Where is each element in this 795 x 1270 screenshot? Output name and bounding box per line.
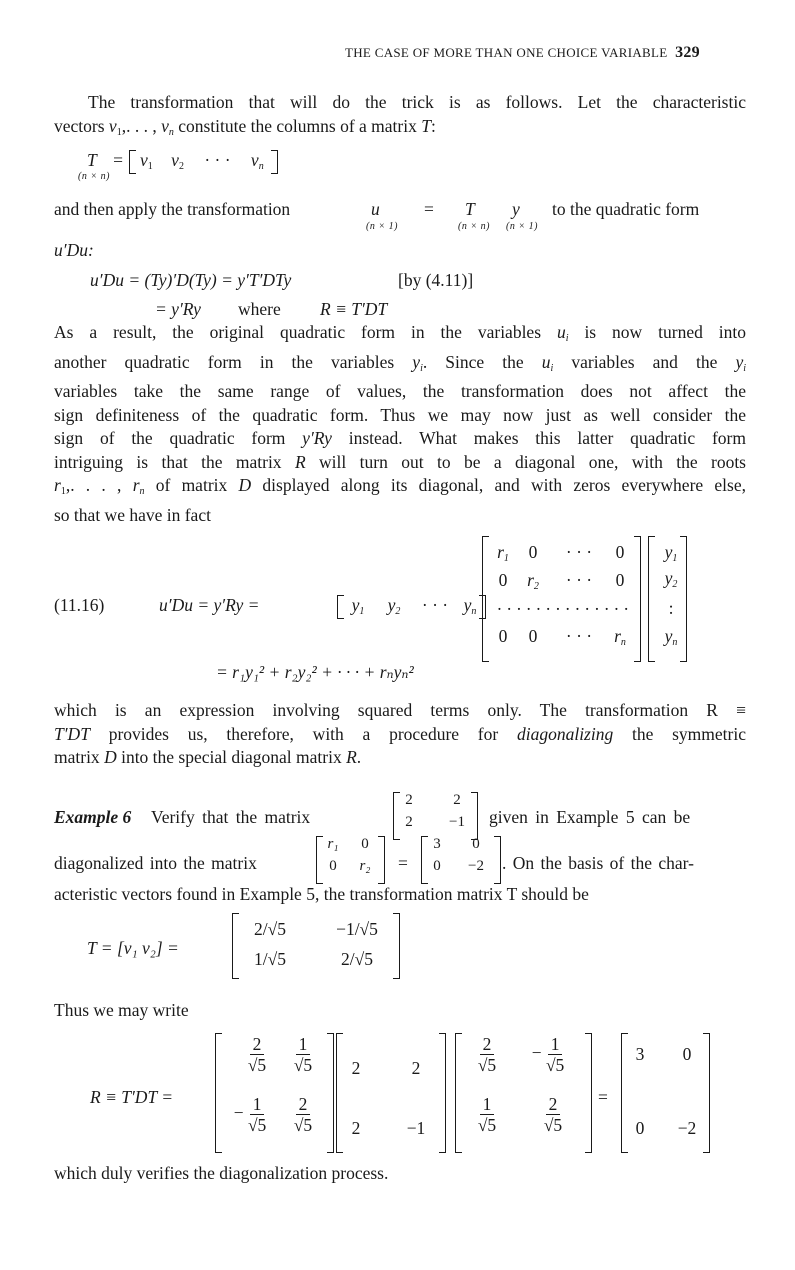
paragraph-intro xyxy=(54,91,746,144)
symbol-u: u xyxy=(371,199,380,219)
equation-ref: [by (4.11)] xyxy=(398,270,474,290)
bracket-left xyxy=(129,150,136,174)
final-B-bracket-right xyxy=(585,1033,592,1153)
result-line-2: another quadratic form in the variables $y_i$. Since the $u_i$ variables and the $y_i$ xyxy=(54,351,747,374)
equation-where: where xyxy=(238,299,281,319)
result-line-8: so that we have in fact xyxy=(54,504,211,525)
matrix-D-bracket-right xyxy=(471,792,478,840)
example-6-equals: = xyxy=(398,853,408,873)
equation-udu-1: u′Du = (Ty)′D(Ty) = y′T′DTy xyxy=(90,270,292,290)
matrix-result-bracket-left xyxy=(421,836,428,884)
example-6-text-2: given in Example 5 can be xyxy=(489,807,691,827)
symbol-equals: = xyxy=(424,199,434,219)
thus-line: Thus we may write xyxy=(54,1000,189,1020)
diagonal-matrix: $r_1$ 0 · · · 0 0 $r_2$ · · · 0 . . . . . . . . . . . . . . 0 0 · · · $r_n$ xyxy=(497,542,629,648)
dim-u: (n × 1) xyxy=(366,221,398,232)
column-vector: $y_1$ $y_2$ : $y_n$ xyxy=(664,542,678,648)
final-matrix-R: 3 0 0 −2 xyxy=(635,1044,697,1138)
vector-row: $v_1$ $v_2$ · · · $v_n$ xyxy=(140,150,264,172)
page-number: 329 xyxy=(675,44,700,61)
T-matrix: 2/√5 −1/√5 1/√5 2/√5 xyxy=(254,919,378,969)
final-R-bracket-left xyxy=(621,1033,628,1153)
diag-matrix-bracket-left xyxy=(482,536,489,662)
result-line-6: intriguing is that the matrix R will turn out to be a diagonal one, with the roots xyxy=(54,451,746,472)
equation-udu-2: = y′Ry xyxy=(155,299,201,319)
sum-of-squares: = r₁y₁² + r₂y₂² + · · · + rₙyₙ² xyxy=(216,662,414,682)
T-matrix-bracket-left xyxy=(232,913,239,979)
equation-R-def: R ≡ T′DT xyxy=(320,299,388,319)
closing-line: which duly verifies the diagonalization process. xyxy=(54,1163,389,1183)
matrix-D: 2 2 2 −1 xyxy=(405,792,465,830)
dim-T2: (n × n) xyxy=(458,221,490,232)
T-matrix-lhs: T = [v₁ v₂] = xyxy=(87,938,179,958)
final-D-bracket-left xyxy=(336,1033,343,1153)
final-A-bracket-left xyxy=(215,1033,222,1153)
T-matrix-bracket-right xyxy=(393,913,400,979)
symbol-y: y xyxy=(512,199,520,219)
final-R-bracket-right xyxy=(703,1033,710,1153)
example-6-text-3: diagonalized into the matrix xyxy=(54,853,257,873)
transformation-line: and then apply the transformation xyxy=(54,199,291,219)
dim-T: (n × n) xyxy=(78,171,110,182)
final-matrix-A: $\frac{2}{√5}$ $\frac{1}{√5}$ − $\frac{1}{√5}$ $\frac{2}{√5}$ xyxy=(233,1034,313,1135)
intro-line-1: The transformation that will do the trick is as follows. Let the characteristic xyxy=(88,92,746,112)
matrix-result: 3 0 0 −2 xyxy=(433,836,484,874)
running-head-title: THE CASE OF MORE THAN ONE CHOICE VARIABLE xyxy=(345,45,668,60)
final-equals: = xyxy=(598,1087,608,1107)
result-line-7: $r_1$,. . . , $r_n$ of matrix D displayed along its diagonal, and with zeros everywhere else, xyxy=(54,475,747,497)
example-6-text-4: . On the basis of the char- xyxy=(502,853,694,873)
result-line-5: sign of the quadratic form y′Ry instead. What makes this latter quadratic form xyxy=(54,428,746,448)
col-vector-bracket-right xyxy=(680,536,687,662)
equation-11-16-lhs: u′Du = y′Ry = xyxy=(159,595,260,615)
result-line-4: sign definiteness of the quadratic form. Thus we may now just as well consider the xyxy=(54,404,746,425)
matrix-D-bracket-left xyxy=(393,792,400,840)
final-matrix-B: $\frac{2}{√5}$ − $\frac{1}{√5}$ $\frac{1}{√5}$ $\frac{2}{√5}$ xyxy=(477,1034,565,1135)
running-head xyxy=(345,44,700,62)
diag-line-1: which is an expression involving squared terms only. The transformation R ≡ xyxy=(54,700,746,720)
intro-line-2: vectors $v_1$,. . . , $v_n$ constitute the columns of a matrix T: xyxy=(54,115,436,138)
matrix-result-bracket-right xyxy=(494,836,501,884)
paragraph-diagonalizing xyxy=(54,699,746,770)
row-vector-bracket-left xyxy=(337,595,344,619)
example-6-text-5: acteristic vectors found in Example 5, the transformation matrix T should be xyxy=(54,884,589,904)
paragraph-result xyxy=(54,321,746,527)
dim-y: (n × 1) xyxy=(506,221,538,232)
final-matrix-D: 2 2 2 −1 xyxy=(351,1058,426,1138)
col-vector-bracket-left xyxy=(648,536,655,662)
matrix-r: r₁ 0 0 r₂ xyxy=(327,836,371,874)
final-lhs: R ≡ T′DT = xyxy=(90,1087,174,1107)
symbol-T: T xyxy=(465,199,475,219)
transformation-line-end: to the quadratic form xyxy=(552,199,700,219)
result-line-3: variables take the same range of values, the transformation does not affect the xyxy=(54,381,746,401)
equation-label-11-16: (11.16) xyxy=(54,595,105,615)
result-line-1: As a result, the original quadratic form in the variables $u_i$ is now turned into xyxy=(54,322,747,344)
udu-label: u′Du: xyxy=(54,240,94,260)
example-6-label: Example 6 xyxy=(54,807,132,827)
final-B-bracket-left xyxy=(455,1033,462,1153)
diag-line-3: matrix D into the special diagonal matrix R. xyxy=(54,747,362,767)
final-D-bracket-right xyxy=(439,1033,446,1153)
equation-T-definition: T = xyxy=(87,150,123,170)
bracket-right xyxy=(271,150,278,174)
final-A-bracket-right xyxy=(327,1033,334,1153)
matrix-r-bracket-right xyxy=(378,836,385,884)
example-6-text-1: Verify that the matrix xyxy=(151,807,311,827)
diag-matrix-bracket-right xyxy=(634,536,641,662)
diag-line-2: T′DT provides us, therefore, with a procedure for diagonalizing the symmetric xyxy=(54,723,746,744)
